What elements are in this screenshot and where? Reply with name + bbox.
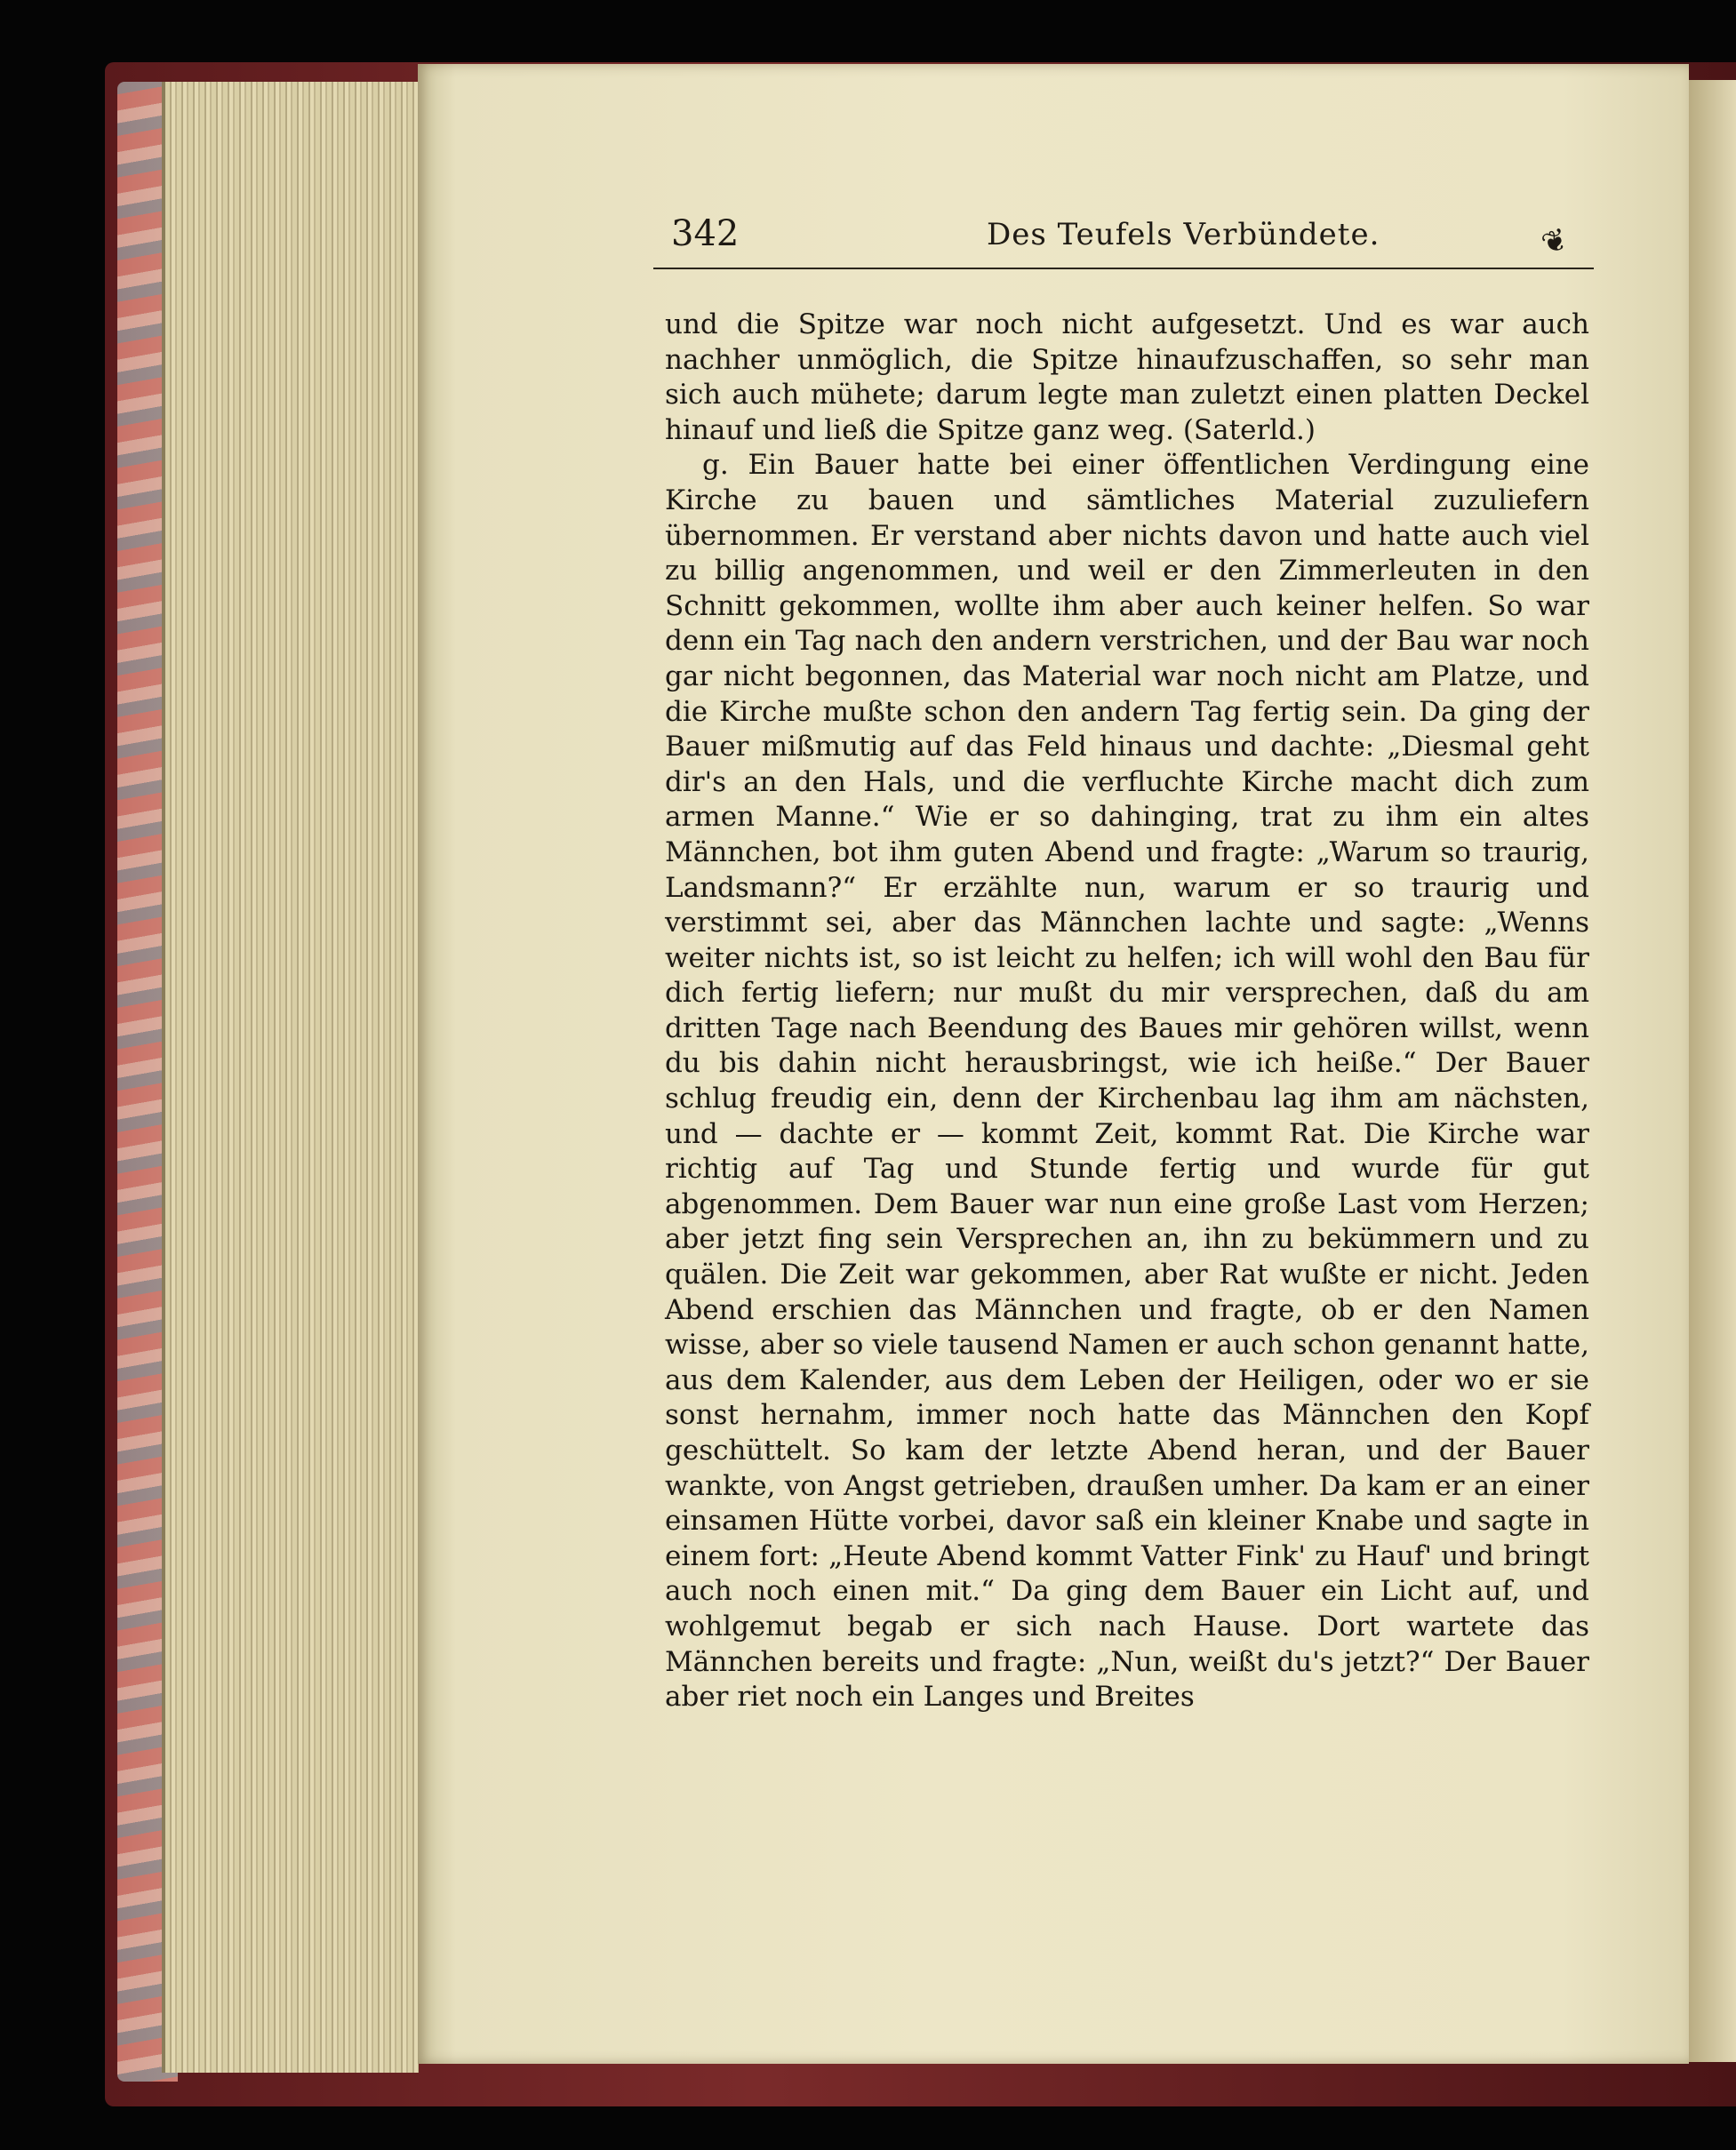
header-rule xyxy=(653,268,1594,269)
paragraph-g: g. Ein Bauer hatte bei einer öffentlichen Verdingung eine Kirche zu bauen und sämtliches Material zuzuliefern übernommen. Er verstand aber nichts davon und hatte auch viel zu billig angenommen, und weil er den Zimmerleuten in den Schnitt gekommen, wollte ihm aber auch keiner helfen. So war denn ein Tag nach den andern verstrichen, und der Bau war noch gar nicht begonnen, das Material war noch nicht am Platze, und die Kirche mußte schon den andern Tag fertig sein. Da ging der Bauer mißmutig auf das Feld hinaus und dachte: „Diesmal geht dir's an den Hals, und die verfluchte Kirche macht dich zum armen Manne.“ Wie er so dahinging, trat zu ihm ein altes Männchen, bot ihm guten Abend und fragte: „Warum so traurig, Landsmann?“ Er erzählte nun, warum er so traurig und verstimmt sei, aber das Männchen lachte und sagte: „Wenns weiter nichts ist, so ist leicht zu helfen; ich will wohl den Bau für dich fertig liefern; nur mußt du mir versprechen, daß du am dritten Tage nach Beendung des Baues mir gehören willst, wenn du bis dahin nicht herausbringst, wie ich heiße.“ Der Bauer schlug freudig ein, denn der Kirchenbau lag ihm am nächsten, und — dachte er — kommt Zeit, kommt Rat. Die Kirche war richtig auf Tag und Stunde fertig und wurde für gut abgenommen. Dem Bauer war nun eine große Last vom Herzen; aber jetzt fing sein Versprechen an, ihn zu bekümmern und zu quälen. Die Zeit war gekommen, aber Rat wußte er nicht. Jeden Abend erschien das Männchen und fragte, ob er den Namen wisse, aber so viele tausend Namen er auch schon genannt hatte, aus dem Kalender, aus dem Leben der Heiligen, oder wo er sie sonst hernahm, immer noch hatte das Männchen den Kopf geschüttelt. So kam der letzte Abend heran, und der Bauer wankte, von Angst getrieben, draußen umher. Da kam er an einer einsamen Hütte vorbei, davor saß ein kleiner Knabe und sagte in einem fort: „Heute Abend kommt Vatter Fink' zu Hauf' und bringt auch noch einen mit.“ Da ging dem Bauer ein Licht auf, und wohlgemut begab er sich nach Hause. Dort wartete das Männchen bereits und fragte: „Nun, weißt du's jetzt?“ Der Bauer aber riet noch ein Langes und Breites xyxy=(665,449,1589,1714)
page-number: 342 xyxy=(671,213,740,254)
facing-page-edge xyxy=(1689,80,1736,2062)
page-edges xyxy=(162,82,419,2073)
paragraph-continuation: und die Spitze war noch nicht aufgesetzt. Und es war auch nachher unmöglich, die Spitze hinaufzuschaffen, so sehr man sich auch mühete; darum legte man zuletzt einen platten Deckel hinauf und ließ die Spitze ganz weg. (Saterld.) xyxy=(665,308,1589,446)
running-title: Des Teufels Verbündete. xyxy=(987,217,1380,252)
ornament-mark: ❦ xyxy=(1537,220,1573,263)
body-text xyxy=(665,308,1589,1715)
